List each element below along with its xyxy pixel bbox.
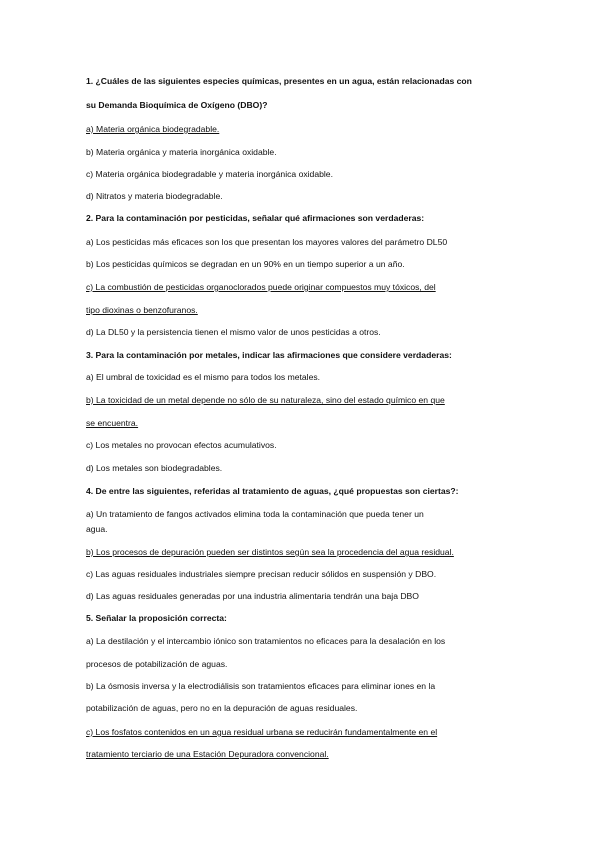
question-3-option-d: d) Los metales son biodegradables. <box>86 463 223 473</box>
question-4-title: 4. De entre las siguientes, referidas al tratamiento de aguas, ¿qué propuestas son ciertas?: <box>86 486 459 496</box>
question-2-option-c: c) La combustión de pesticidas organoclorados puede originar compuestos muy tóxicos, del <box>86 282 436 292</box>
question-5-option-b: b) La ósmosis inversa y la electrodiálisis son tratamientos eficaces para eliminar iones en la <box>86 681 436 691</box>
question-2-option-c: tipo dioxinas o benzofuranos. <box>86 305 198 315</box>
question-3-title: 3. Para la contaminación por metales, indicar las afirmaciones que considere verdaderas: <box>86 350 452 360</box>
question-3-option-b: se encuentra. <box>86 418 139 428</box>
question-1-option-a: a) Materia orgánica biodegradable. <box>86 124 220 134</box>
question-2-option-d: d) La DL50 y la persistencia tienen el mismo valor de unos pesticidas a otros. <box>86 327 381 337</box>
question-5-option-c: tratamiento terciario de una Estación Depuradora convencional. <box>86 749 329 759</box>
question-2-option-b: b) Los pesticidas químicos se degradan en un 90% en un tiempo superior a un año. <box>86 259 405 269</box>
question-5-option-a: a) La destilación y el intercambio iónico son tratamientos no eficaces para la desalación en los <box>86 636 446 646</box>
question-4-option-b: b) Los procesos de depuración pueden ser distintos según sea la procedencia del agua residual. <box>86 547 454 557</box>
question-4-option-c: c) Las aguas residuales industriales siempre precisan reducir sólidos en suspensión y DBO. <box>86 569 437 579</box>
question-5-title: 5. Señalar la proposición correcta: <box>86 613 227 623</box>
question-3-option-b: b) La toxicidad de un metal depende no sólo de su naturaleza, sino del estado químico en que <box>86 395 445 405</box>
question-1-option-d: d) Nitratos y materia biodegradable. <box>86 191 223 201</box>
question-1-option-b: b) Materia orgánica y materia inorgánica oxidable. <box>86 147 277 157</box>
question-1-title: 1. ¿Cuáles de las siguientes especies químicas, presentes en un agua, están relacionadas con <box>86 76 472 86</box>
question-3-option-a: a) El umbral de toxicidad es el mismo para todos los metales. <box>86 372 321 382</box>
question-4-option-a: a) Un tratamiento de fangos activados elimina toda la contaminación que pueda tener un <box>86 509 424 519</box>
question-2-option-a: a) Los pesticidas más eficaces son los que presentan los mayores valores del parámetro DL50 <box>86 237 448 247</box>
question-1-option-c: c) Materia orgánica biodegradable y materia inorgánica oxidable. <box>86 169 333 179</box>
question-5-option-a: procesos de potabilización de aguas. <box>86 659 228 669</box>
question-4-option-a: agua. <box>86 524 108 534</box>
question-5-option-b: potabilización de aguas, pero no en la depuración de aguas residuales. <box>86 703 358 713</box>
question-1-title: su Demanda Bioquímica de Oxígeno (DBO)? <box>86 100 268 110</box>
question-3-option-c: c) Los metales no provocan efectos acumulativos. <box>86 440 277 450</box>
question-2-title: 2. Para la contaminación por pesticidas, señalar qué afirmaciones son verdaderas: <box>86 213 425 223</box>
question-5-option-c: c) Los fosfatos contenidos en un agua residual urbana se reducirán fundamentalmente en el <box>86 727 438 737</box>
question-4-option-d: d) Las aguas residuales generadas por una industria alimentaria tendrán una baja DBO <box>86 591 419 601</box>
